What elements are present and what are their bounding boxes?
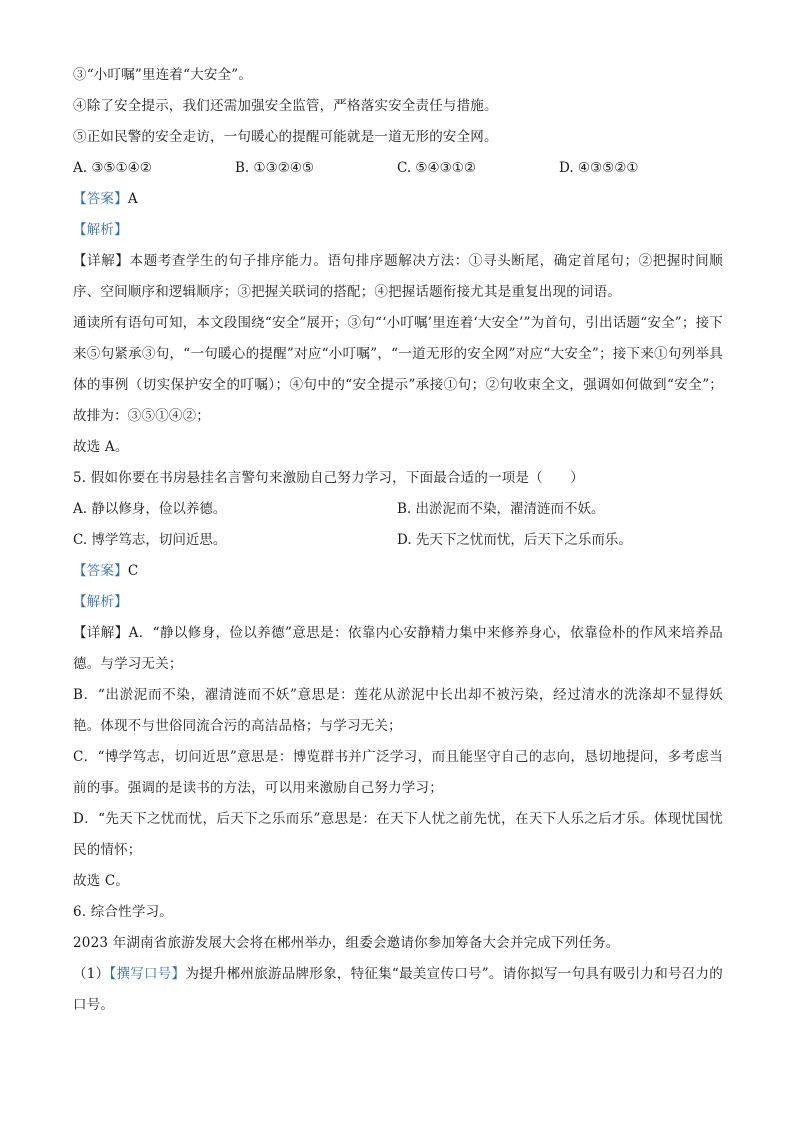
q6-stem: 6. 综合性学习。 xyxy=(73,904,173,920)
detail-text: 本题考查学生的句子排序能力。语句排序题解决方法：①寻头断尾，确定首尾句；②把握时间顺序、空间顺序和逻辑顺序；③把握关联词的搭配；④把握话题衔接尤其是重复出现的词语。 xyxy=(73,253,723,300)
q5-option-c: C. 博学笃志，切问近思。 xyxy=(73,532,227,548)
q5-detail-a xyxy=(73,618,723,680)
q5-conclusion: 故选 C。 xyxy=(73,873,130,889)
detail-a-text: A．“静以修身，俭以养德”意思是：依靠内心安静精力集中来修养身心，依靠俭朴的作风来培养品德。与学习无关； xyxy=(73,625,723,672)
q5-detail-b: B．“出淤泥而不染，濯清涟而不妖”意思是：莲花从淤泥中长出却不被污染，经过清水的洗涤却不显得妖艳。体现不与世俗同流合污的高洁品格；与学习无关； xyxy=(73,687,723,734)
q4-option-d: D. ④③⑤②① xyxy=(559,160,639,176)
q4-detail-2: 通读所有语句可知，本文段围绕“安全”展开；③句“‘小叮嘱’里连着‘大安全’”为首句，引出话题“安全”；接下来⑤句紧承③句，“一句暖心的提醒”对应“小叮嘱”，“一道无形的安全网”对应“大安全”；接下来①句列举具体的事例（切实保护安全的叮嘱）；④句中的“安全提示”承接①句；②句收束全文，强调如何做到“安全”；故排为：③⑤①④②； xyxy=(73,315,723,424)
q5-option-d: D. 先天下之忧而忧，后天下之乐而乐。 xyxy=(397,532,632,548)
answer-value: A xyxy=(127,191,138,207)
q4-detail xyxy=(73,246,723,308)
q6-intro: 2023 年湖南省旅游发展大会将在郴州举办，组委会邀请你参加筹备大会并完成下列任务。 xyxy=(73,935,620,951)
q5-option-b: B. 出淤泥而不染，濯清涟而不妖。 xyxy=(397,501,605,517)
q4-conclusion: 故选 A。 xyxy=(73,439,129,455)
q5-options-row-1 xyxy=(73,494,723,525)
task-tag: 【撰写口号】 xyxy=(109,966,186,982)
task-prefix: （1） xyxy=(73,966,110,982)
q5-analysis-tag: 【解析】 xyxy=(73,594,128,610)
document-page xyxy=(73,60,723,1021)
answer-tag: 【答案】 xyxy=(73,563,128,579)
task-text: 为提升郴州旅游品牌形象，特征集“最美宣传口号”。请你拟写一句具有吸引力和号召力的口号。 xyxy=(73,966,723,1013)
answer-tag: 【答案】 xyxy=(73,191,128,207)
sentence-4: ④除了安全提示，我们还需加强安全监管，严格落实安全责任与措施。 xyxy=(73,98,498,114)
q4-analysis-tag: 【解析】 xyxy=(73,222,128,238)
q4-option-b: B. ①③②④⑤ xyxy=(235,160,315,176)
q5-option-a: A. 静以修身，俭以养德。 xyxy=(73,501,227,517)
detail-tag: 【详解】 xyxy=(73,253,130,269)
q4-options xyxy=(73,153,723,184)
detail-tag: 【详解】 xyxy=(73,625,129,641)
q4-option-a: A. ③⑤①④② xyxy=(73,160,152,176)
q6-task-1 xyxy=(73,959,723,1021)
q5-options-row-2 xyxy=(73,525,723,556)
q5-detail-d: D．“先天下之忧而忧，后天下之乐而乐”意思是：在天下人忧之前先忧，在天下人乐之后才乐。体现忧国忧民的情怀； xyxy=(73,811,723,858)
q5-stem: 5. 假如你要在书房悬挂名言警句来激励自己努力学习，下面最合适的一项是（ ） xyxy=(73,470,584,486)
answer-value: C xyxy=(127,563,139,579)
q4-answer xyxy=(73,184,723,215)
q4-option-c: C. ⑤④③①② xyxy=(397,160,476,176)
sentence-3: ③“小叮嘱”里连着“大安全”。 xyxy=(73,67,253,83)
q5-detail-c: C．“博学笃志，切问近思”意思是：博览群书并广泛学习，而且能坚守自己的志向，恳切地提问，多考虑当前的事。强调的是读书的方法，可以用来激励自己努力学习； xyxy=(73,749,723,796)
sentence-5: ⑤正如民警的安全走访，一句暖心的提醒可能就是一道无形的安全网。 xyxy=(73,129,498,145)
q5-answer xyxy=(73,556,723,587)
